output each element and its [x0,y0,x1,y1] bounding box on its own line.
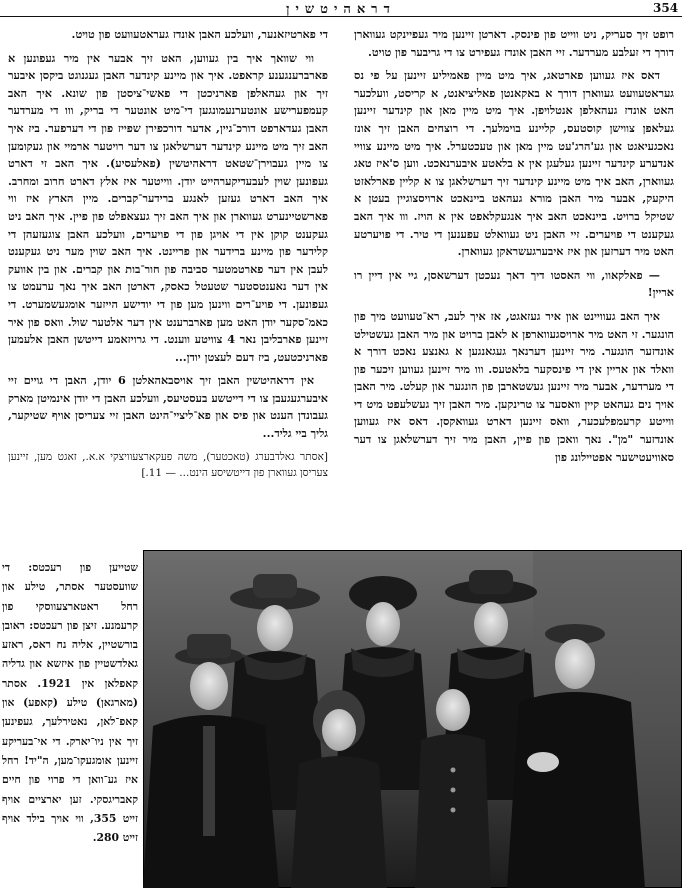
left-column [8,26,328,536]
paragraph: רופט זיך סעריק, ניט ווייט פון פינסק. דארטן זיינען מיר געפיינקט געווארן דורך די זעלבע מערדער. זיי האבן אונדז געפירט צו די גריבער פון טויט. [354,27,674,59]
paragraph: ווי שוואך איך בין געווען, האט זיך אבער אין מיר געפונען א פארברענגענע קראפט. איך און מיינע קינדער האבן געגנוגט ביקסן איבער זיך און געהאלפן פארניכטן די פאשי־ציסטן פון שונא. איך האב קעמפערישע אונטערנעמונגען די־מיט אונטער די בריק, ווו די מערדער האבן געדארפט דורכ־גיין, אדער דורכפירן שפייז פון די דערפער. ביז איך האב זיך מיט מיינע קינדער דערשלאגן צו דער רויטער ארמיי און געקומען צו מיין געבוירן־שטאט דראהיטשין (פאלעסיע). איך האב זי דארט געפונען שוין לעבעדיקערהייט יודן. ווייטער איז אלץ דארט חרוב ומחרב. איך האב דארט געזען לאנגע ברידער־קברים. מיין הארץ איז ווי פארשטיינערט געווארן און איך האב זיך געצאפלט פון פיין. איך האב ניט געקענט קוקן אין די אויגן פון די פויערים, וועלכע האבן צוגעזעהן די קלידער פון מיינע ברידער און פריינט. איך האב שוין מער ניט געקענט לעבן אין דער פארטמטער סביבה פון חור־בות און קברים. און בין אוועק אין דער נאענטסטער שטעטל כאסק, דארטן האב איך נאך ערעמט צו געפונען. די פויע־רים ווינען מען פון די יודישע הייזער אומגעשמערט. די כאמ־סקער יודן האט מען פארברענט אין דער אלטער שול. וואס פון איר זיינען פארבליבן נאר 4 צוויטע ווענט. די גרויזאמע דייטשן האבן אלעמען פארניכטעט, ביז דעם לעצטן יודן... [8,50,328,364]
page-header [0,0,682,17]
running-title: דראהיטשין [286,2,396,17]
paragraph: דאס איז געווען פארטאג, איך מיט מיין פאמיליע זיינען על פי נס געראטעוועט געווארן דורך א באקאנטן פאליציאנט, א קריסט, וועלכער האט אונדז געהאלפן אנטלויפן. איך מיט מיין מאן און קינדער זיינען געלאפן צווישן קוסטעס, קליינע בוימלעך. די רוצחים האבן זיך אונז נאכגעיאגט און גע'הרג'עט מיין מאן און טעכטערל. איך מיט מיינע צוויי אנדערע קינדער זיינען געלעגן אין א בלאטע איבערנאכט. ווען ס'איז טאג געווארן, האב איך מיט מיינע קינדער זיך דערשלאגן צו א קליין פארלאזט היקעק, אבער מיר האבן מורא געהאט ביינאכט ארויסצוגיין בעטן א שטיקל ברויט. ביינאכט האב איך אנגעקלאפט אין א הויז. ווו איך האב געקענט די פויערים. זיי האבן ניט געוואלט עפענען די טיר. די פויערטע האט מיר דערזען און איז איבערגעשראקן געווארן. [354,68,674,259]
group-photograph [143,550,682,888]
page-number: 354 [653,1,679,15]
dialogue-line: — פאלקאוו, ווי האסטו דיך דאך נעכטן דערשאסן, גיי אין דיין רו אריין! [354,267,674,300]
paragraph: אין דראהיטשין האבן זיך אויסבאהאלטן 6 יודן, האבן די גויים זיי איבערגעגעבן צו די דייטשע בעסטיעס, וועלכע האבן די יודן אינמיטן מארק געבונדן הענט און פיס און פא־ליציי־הינט האבן זיי צעריסן אויף שטיקער, גליך ביי גליד... [8,373,328,441]
paragraph: איך האב געוויינט און איר געזאגט, אז איך לעב, רא־טעוועט מיך פון הונגער. זי האט מיר ארויסגעווארפן א לאבן ברויט און מיר האבן געשטילט אונדזער הונגער. מיר זיינען דערנאך געגאנגען א גאנצע נאכט דורך א וואלד און אריין אין די פינסקער בלאטעס. ווו מיר זיינען געווען זיכער פון די מערדער, אבער מיר זיינען געשטארבן פון הונגער און קעלט. מיר האבן אויך נים געהאט קיין וואסער צו טרינקען. מיר האבן זיך געשלעפט מיט די ווייטע קרעמפלעכער, וואס זיינען דארט געוואקסן. דאס איז געווען אונדזער "מן". נאך וואכן פון פיין, האבן מיר זיך דערשלאגן צו דער סאוויעטישער אפטיילונג פון [354,308,674,464]
footnote: [אסתר גאלדבערג (טאכטער), משה פעקארצעוויצקי א.א., זאגט מען, זיינען צעריסן געווארן פון דייטשיסע הינט... — 11.] [8,450,328,479]
photo-caption: שטייען פון רעכטס: די שוועסטער אסתר, טילע און רחל ראטארצעווסקי פון קרעמנע. זיצן פון רעכטס: ראובן בורשטיין, אליה נח ראס, ראזע גאלדשטיין פון איזשא און גדליה קאפלאן אין 1921. אסתר (מארגאן) טילע (קאפע) און קאפ־לאן, נאטירלעך, געפינען זיך אין ניו־יארק. די אי־בעריקע זיינען אומגעקו־מען, ה"יד! רחל איז גע־וואן די פרוי פון חיים קאבריגסקי. זען יארציים אויף זייט 355, ווי אויך בילד אויף זייט 280. [2,561,138,845]
paragraph: די פארטיזאנער, וועלכע האבן אונדז געראטעוועט פון טויט. [71,27,328,41]
right-column [354,26,674,536]
photo-illustration [143,550,682,888]
